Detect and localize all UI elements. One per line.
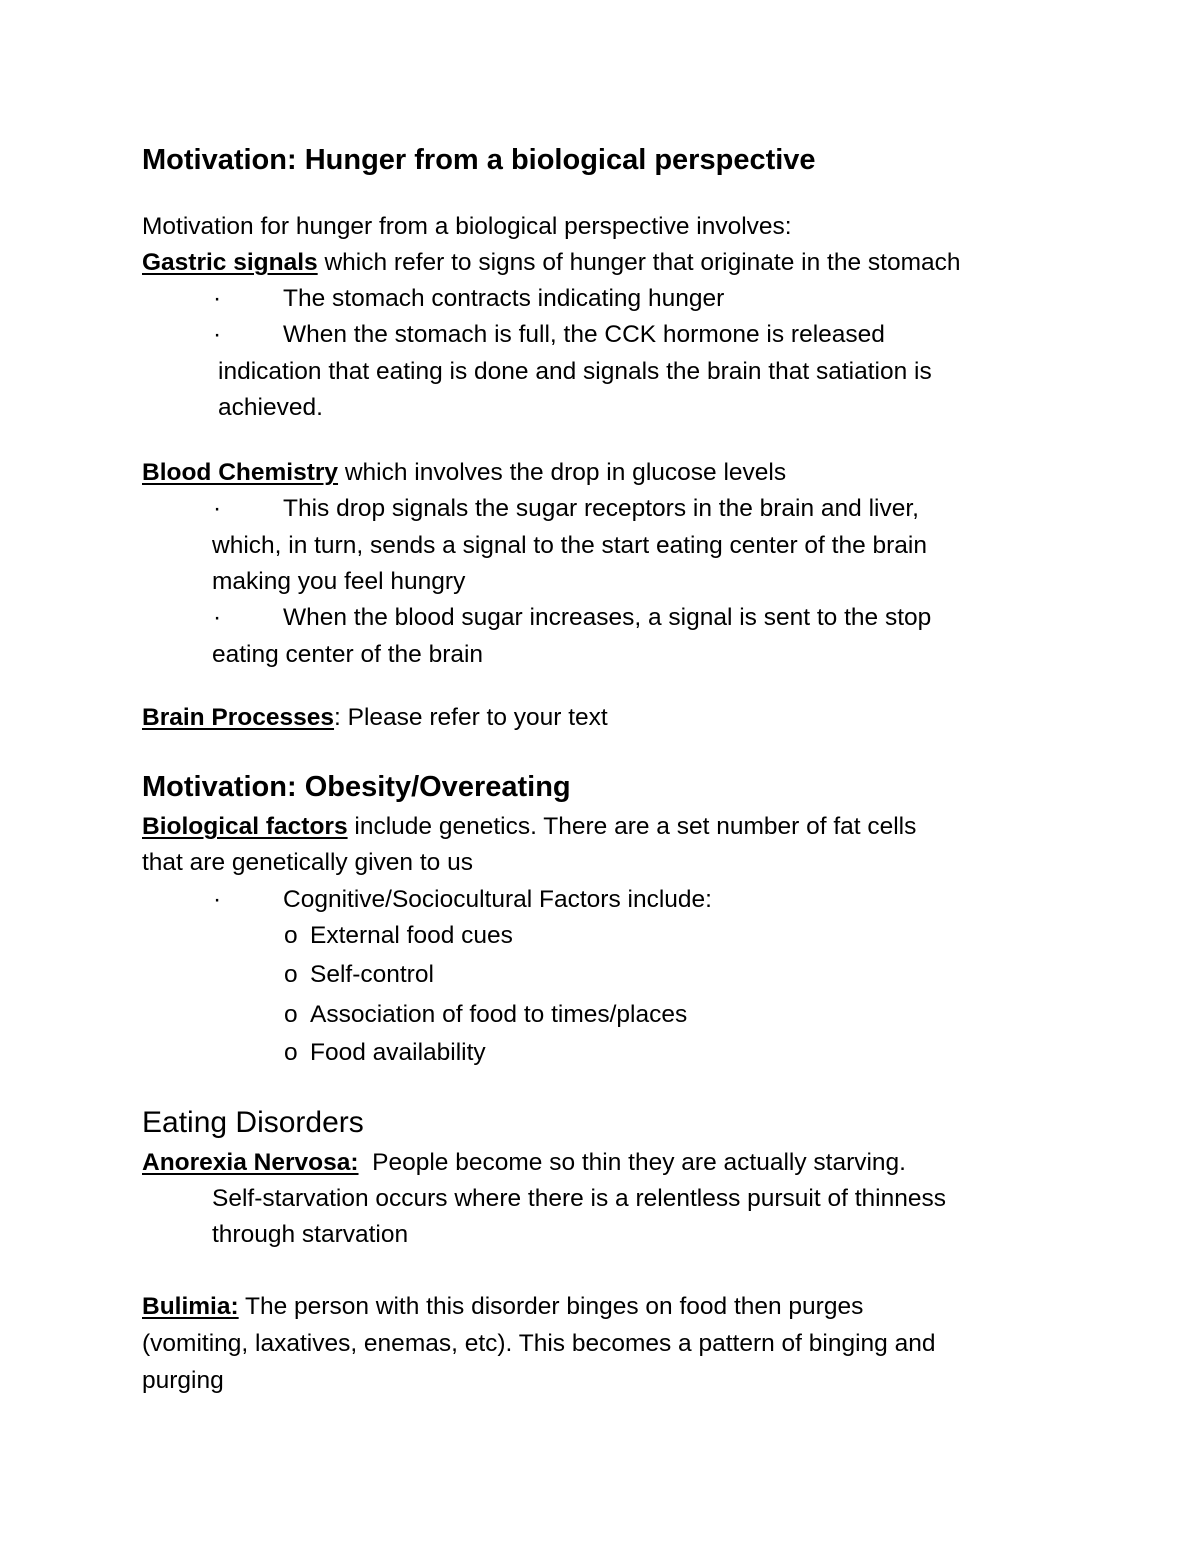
circle-bullet: o	[284, 1001, 298, 1028]
bullet-dot: ·	[213, 604, 222, 631]
brain-description: : Please refer to your text	[334, 704, 608, 731]
blood-description: which involves the drop in glucose levels	[338, 459, 787, 486]
term-anorexia-nervosa: Anorexia Nervosa:	[142, 1149, 359, 1176]
list-item-continuation: which, in turn, sends a signal to the start eating center of the brain	[212, 532, 927, 559]
circle-bullet: o	[284, 1039, 298, 1066]
section-title-hunger: Motivation: Hunger from a biological perspective	[142, 144, 816, 176]
anorexia-paragraph	[142, 1148, 906, 1178]
bio-description: include genetics. There are a set number of fat cells	[347, 813, 917, 840]
bullet-dot: ·	[213, 285, 222, 312]
sub-list-item: o Self-control	[284, 961, 434, 988]
term-brain-processes: Brain Processes	[142, 704, 335, 731]
term-biological-factors: Biological factors	[142, 813, 348, 840]
blood-paragraph	[142, 458, 786, 488]
term-bulimia: Bulimia:	[142, 1293, 239, 1320]
anorexia-description: People become so thin they are actually starving.	[358, 1149, 906, 1176]
list-item-continuation: indication that eating is done and signals the brain that satiation is	[218, 358, 932, 385]
section-title-obesity: Motivation: Obesity/Overeating	[142, 771, 571, 803]
sub-list-item: o External food cues	[284, 922, 513, 949]
gastric-description: which refer to signs of hunger that originate in the stomach	[317, 249, 961, 276]
circle-bullet: o	[284, 922, 298, 949]
list-item: · The stomach contracts indicating hunger	[213, 285, 725, 312]
term-gastric-signals: Gastric signals	[142, 249, 318, 276]
list-item-continuation: eating center of the brain	[212, 641, 484, 668]
list-item: · When the blood sugar increases, a signal is sent to the stop	[213, 604, 932, 631]
section-title-eating-disorders: Eating Disorders	[142, 1106, 364, 1139]
list-item: · Cognitive/Sociocultural Factors include:	[213, 886, 712, 913]
bio-continuation: that are genetically given to us	[142, 849, 473, 876]
intro-text: Motivation for hunger from a biological perspective involves:	[142, 213, 792, 240]
list-item: · This drop signals the sugar receptors in the brain and liver,	[213, 495, 919, 522]
bulimia-continuation: (vomiting, laxatives, enemas, etc). This becomes a pattern of binging and	[142, 1330, 936, 1357]
bio-paragraph	[142, 812, 916, 842]
gastric-paragraph	[142, 248, 960, 278]
circle-bullet: o	[284, 961, 298, 988]
list-item-continuation: making you feel hungry	[212, 568, 466, 595]
bulimia-description: The person with this disorder binges on food then purges	[238, 1293, 864, 1320]
anorexia-continuation: through starvation	[212, 1221, 409, 1248]
bulimia-paragraph	[142, 1292, 863, 1322]
list-item-continuation: achieved.	[218, 394, 323, 421]
list-item: · When the stomach is full, the CCK hormone is released	[213, 321, 885, 348]
anorexia-continuation: Self-starvation occurs where there is a relentless pursuit of thinness	[212, 1185, 946, 1212]
bullet-dot: ·	[213, 886, 222, 913]
bullet-dot: ·	[213, 495, 222, 522]
term-blood-chemistry: Blood Chemistry	[142, 459, 339, 486]
bullet-dot: ·	[213, 321, 222, 348]
sub-list-item: o Food availability	[284, 1039, 486, 1066]
sub-list-item: o Association of food to times/places	[284, 1001, 688, 1028]
bulimia-continuation: purging	[142, 1367, 224, 1394]
brain-paragraph	[142, 703, 608, 733]
